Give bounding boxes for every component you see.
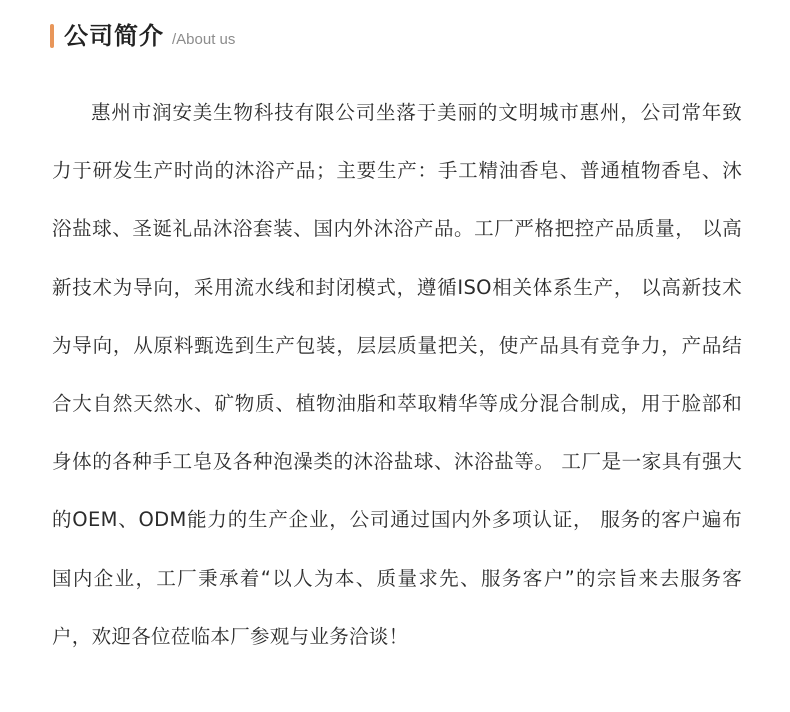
accent-bar <box>50 24 54 48</box>
section-header <box>50 20 235 52</box>
page-subtitle: /About us <box>172 30 236 48</box>
page-title: 公司简介 <box>64 22 164 50</box>
company-intro <box>52 84 742 666</box>
intro-paragraph: 惠州市润安美生物科技有限公司坐落于美丽的文明城市惠州，公司常年致力于研发生产时尚的沐浴产品；主要生产：手工精油香皂、普通植物香皂、沐浴盐球、圣诞礼品沐浴套装、国内外沐浴产品。工厂严格把控产品质量， 以高新技术为导向，采用流水线和封闭模式，遵循ISO相关体系生产， 以高新技术为导向，从原料甄选到生产包装，层层质量把关，使产品具有竞争力，产品结合大自然天然水、矿物质、植物油脂和萃取精华等成分混合制成，用于脸部和身体的各种手工皂及各种泡澡类的沐浴盐球、沐浴盐等。 工厂是一家具有强大的OEM、ODM能力的生产企业，公司通过国内外多项认证， 服务的客户遍布国内企业，工厂秉承着“以人为本、质量求先、服务客户”的宗旨来去服务客户，欢迎各位莅临本厂参观与业务洽谈！ <box>52 101 742 648</box>
